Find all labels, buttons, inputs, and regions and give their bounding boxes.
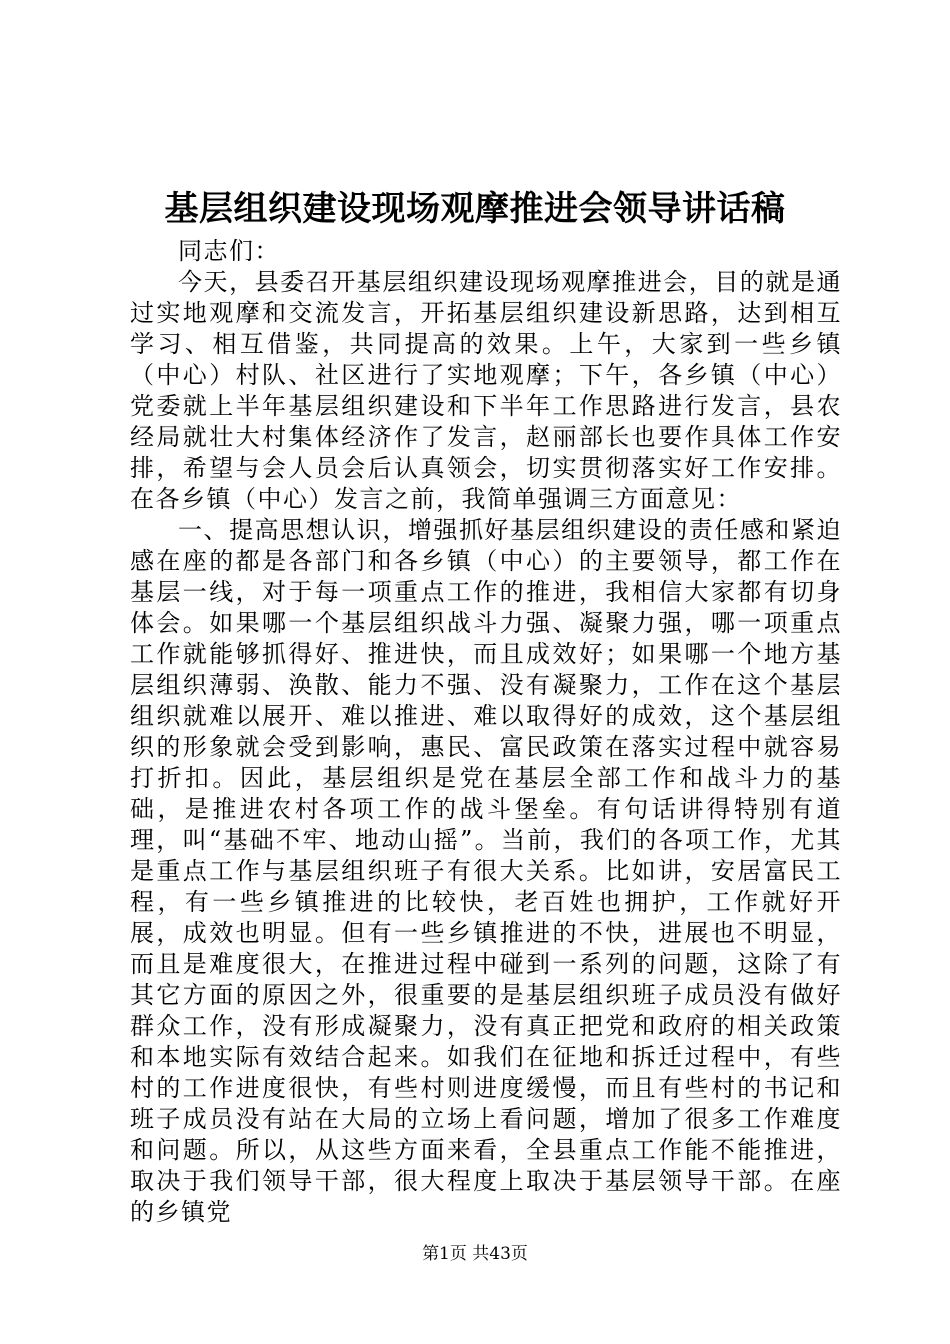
paragraph-salutation: 同志们： <box>178 237 280 265</box>
paragraph-intro: 今天，县委召开基层组织建设现场观摩推进会，目的就是通过实地观摩和交流发言，开拓基层组织建设新思路，达到相互学习、相互借鉴，共同提高的效果。上午，大家到一些乡镇（中心）村队、社区进行了实地观摩；下午，各乡镇（中心）党委就上半年基层组织建设和下半年工作思路进行发言，县农经局就壮大村集体经济作了发言，赵丽部长也要作具体工作安排，希望与会人员会后认真领会，切实贯彻落实好工作安排。在各乡镇（中心）发言之前，我简单强调三方面意见： <box>130 268 842 513</box>
paragraph-point-one: 一、提高思想认识，增强抓好基层组织建设的责任感和紧迫感在座的都是各部门和各乡镇（中心）的主要领导，都工作在基层一线，对于每一项重点工作的推进，我相信大家都有切身体会。如果哪一个基层组织战斗力强、凝聚力强，哪一项重点工作就能够抓得好、推进快，而且成效好；如果哪一个地方基层组织薄弱、涣散、能力不强、没有凝聚力，工作在这个基层组织就难以展开、难以推进、难以取得好的成效，这个基层组织的形象就会受到影响，惠民、富民政策在落实过程中就容易打折扣。因此，基层组织是党在基层全部工作和战斗力的基础，是推进农村各项工作的战斗堡垒。有句话讲得特别有道理，叫“基础不牢、地动山摇”。当前，我们的各项工作，尤其是重点工作与基层组织班子有很大关系。比如讲，安居富民工程，有一些乡镇推进的比较快，老百姓也拥护，工作就好开展，成效也明显。但有一些乡镇推进的不快，进展也不明显，而且是难度很大，在推进过程中碰到一系列的问题，这除了有其它方面的原因之外，很重要的是基层组织班子成员没有做好群众工作，没有形成凝聚力，没有真正把党和政府的相关政策和本地实际有效结合起来。如我们在征地和拆迁过程中，有些村的工作进度很快，有些村则进度缓慢，而且有些村的书记和班子成员没有站在大局的立场上看问题，增加了很多工作难度和问题。所以，从这些方面来看，全县重点工作能不能推进，取决于我们领导干部，很大程度上取决于基层领导干部。在座的乡镇党 <box>130 516 842 1226</box>
document-body <box>130 236 842 1228</box>
page-number-footer: 第1页 共43页 <box>422 1244 528 1264</box>
document-title: 基层组织建设现场观摩推进会领导讲话稿 <box>164 189 786 229</box>
